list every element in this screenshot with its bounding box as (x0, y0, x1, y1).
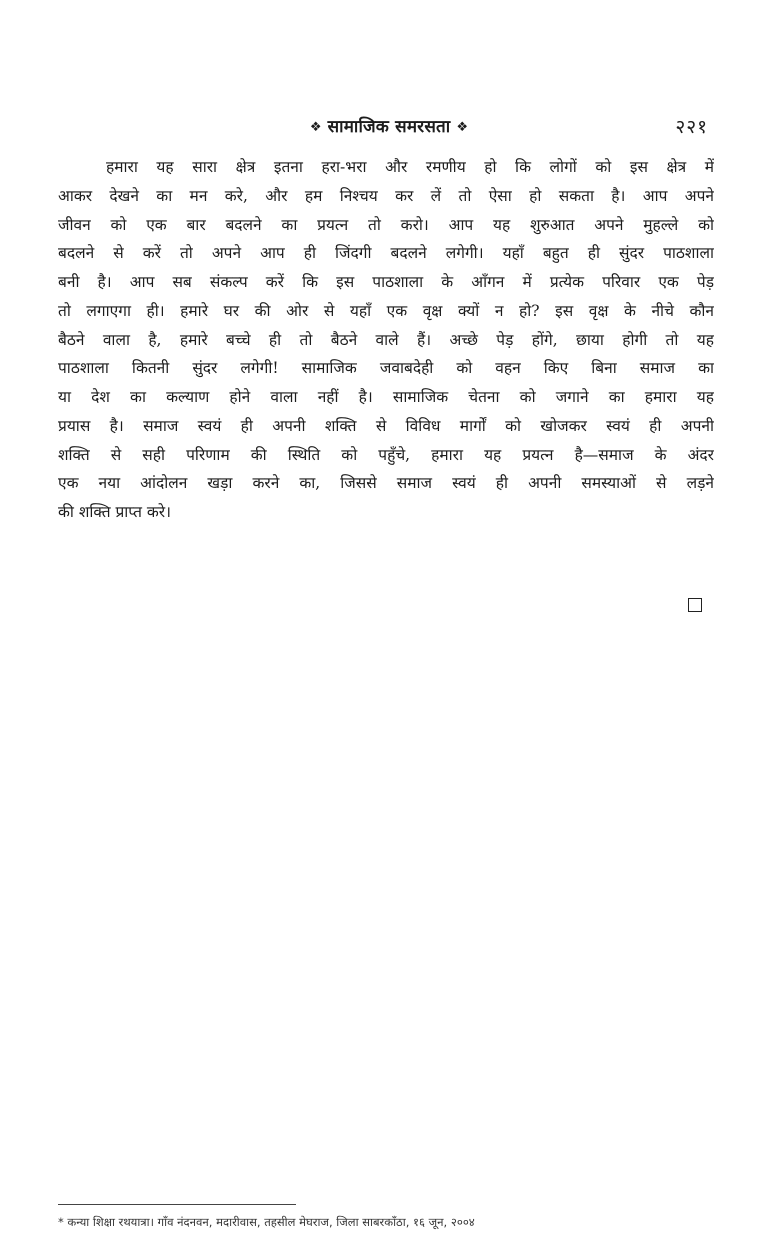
paragraph-line: बनी है। आप सब संकल्प करें कि इस पाठशाला के आँगन में प्रत्येक परिवार एक पेड़ (58, 273, 714, 291)
chapter-title: सामाजिक समरसता (327, 117, 451, 137)
paragraph-line: तो लगाएगा ही। हमारे घर की ओर से यहाँ एक वृक्ष क्यों न हो? इस वृक्ष के नीचे कौन (58, 301, 714, 320)
paragraph-line: बैठने वाला है, हमारे बच्चे ही तो बैठने वाले हैं। अच्छे पेड़ होंगे, छाया होगी तो यह (58, 330, 714, 349)
paragraph-line: शक्ति से सही परिणाम की स्थिति को पहुँचे, हमारा यह प्रयत्न है—समाज के अंदर (58, 445, 714, 464)
ornament-left-icon: ❖ (309, 120, 322, 135)
paragraph-line: प्रयास है। समाज स्वयं ही अपनी शक्ति से विविध मार्गों को खोजकर स्वयं ही अपनी (58, 416, 714, 435)
paragraph-line: या देश का कल्याण होने वाला नहीं है। सामाजिक चेतना को जगाने का हमारा यह (58, 388, 714, 406)
body-paragraph (58, 153, 714, 527)
running-head (0, 113, 778, 142)
paragraph-line: बदलने से करें तो अपने आप ही जिंदगी बदलने लगेगी। यहाँ बहुत ही सुंदर पाठशाला (58, 244, 714, 263)
ornament-right-icon: ❖ (456, 120, 469, 135)
paragraph-line: पाठशाला कितनी सुंदर लगेगी! सामाजिक जवाबदेही को वहन किए बिना समाज का (58, 359, 714, 378)
paragraph-line: जीवन को एक बार बदलने का प्रयत्न तो करो। आप यह शुरुआत अपने मुहल्ले को (58, 215, 714, 234)
paragraph-line: एक नया आंदोलन खड़ा करने का, जिससे समाज स्वयं ही अपनी समस्याओं से लड़ने (58, 474, 714, 493)
footnote-divider (58, 1204, 296, 1205)
page-number: २२१ (675, 116, 708, 138)
paragraph-line: की शक्ति प्राप्त करे। (58, 503, 171, 521)
paragraph-line: हमारा यह सारा क्षेत्र इतना हरा-भरा और रमणीय हो कि लोगों को इस क्षेत्र में (106, 158, 714, 176)
end-of-section-box-icon (688, 598, 702, 612)
footnote: * कन्या शिक्षा रथयात्रा। गाँव नंदनवन, मदारीवास, तहसील मेघराज, जिला साबरकाँठा, १६ जून, २००४ (58, 1215, 475, 1229)
page-header (0, 113, 778, 143)
paragraph-line: आकर देखने का मन करे, और हम निश्चय कर लें तो ऐसा हो सकता है। आप अपने (58, 186, 714, 205)
